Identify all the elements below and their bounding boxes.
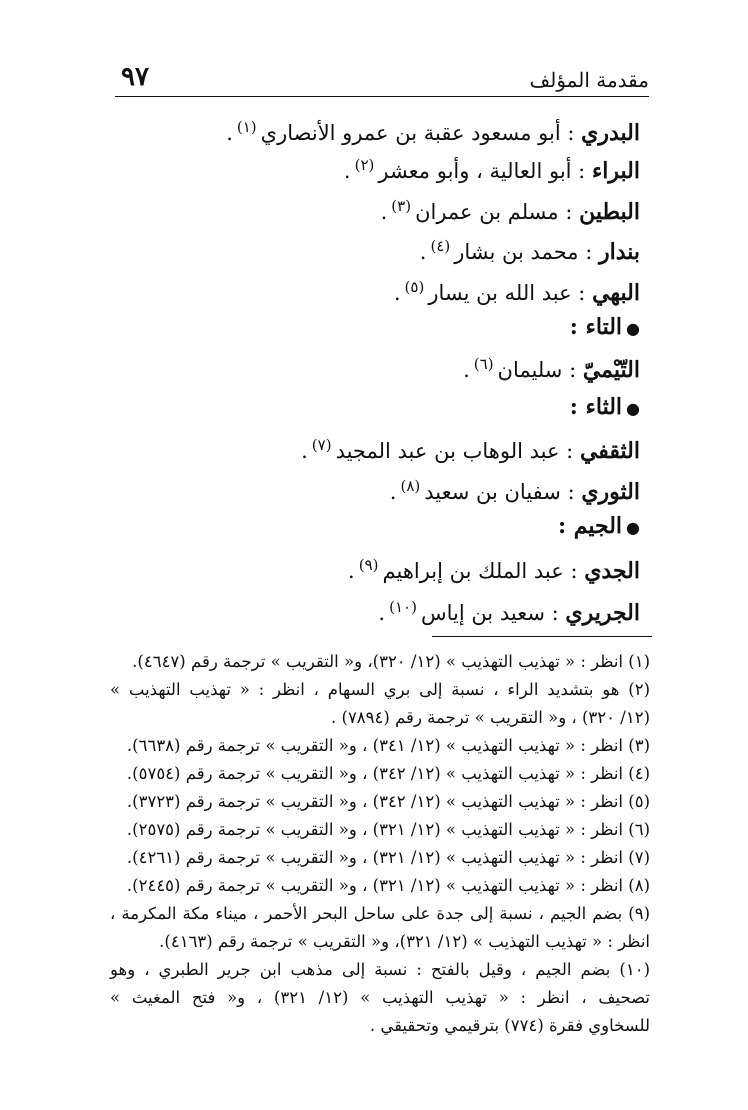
entry-separator: : <box>559 439 580 463</box>
entry-term: التّيْميّ <box>582 357 640 383</box>
entry-period: . <box>378 601 386 625</box>
entry-text: أبو مسعود عقبة بن عمرو الأنصاري <box>260 121 561 145</box>
entry-separator: : <box>571 281 593 305</box>
entry-period: . <box>343 159 351 183</box>
entry-text: عبد الوهاب بن عبد المجيد <box>335 439 560 463</box>
section-colon: : <box>569 394 578 420</box>
footnote-line: (٦) انظر : « تهذيب التهذيب » (١٢/ ٣٢١) ، و« التقريب » ترجمة رقم (٢٥٧٥). <box>126 820 650 839</box>
entry-separator: : <box>563 559 585 583</box>
footnote-line: (٧) انظر : « تهذيب التهذيب » (١٢/ ٣٢١) ، و« التقريب » ترجمة رقم (٤٢٦١). <box>126 848 650 867</box>
entry-term: الجريري <box>565 600 640 626</box>
entry-separator: : <box>558 200 580 224</box>
footnote-line: (٥) انظر : « تهذيب التهذيب » (١٢/ ٣٤٢) ، و« التقريب » ترجمة رقم (٣٧٢٣). <box>126 792 650 811</box>
entry-term: الجدي <box>584 558 640 584</box>
section-title: الثاء <box>585 394 623 420</box>
entry-separator: : <box>562 358 583 382</box>
footnote-line: (١) انظر : « تهذيب التهذيب » (١٢/ ٣٢٠)، و« التقريب » ترجمة رقم (٤٦٤٧). <box>132 652 650 671</box>
footnote-line: انظر : « تهذيب التهذيب » (١٢/ ٣٢١)، و« التقريب » ترجمة رقم (٤١٦٣). <box>159 932 650 951</box>
footnote-ref: (٦) <box>473 355 494 373</box>
entry-term: البدري <box>581 120 640 146</box>
footnote-ref: (٧) <box>311 436 332 454</box>
entry-text: سعيد بن إياس <box>420 601 545 625</box>
entry-term: البطين <box>579 199 640 225</box>
footnote-ref: (١٠) <box>389 598 417 616</box>
entry-period: . <box>348 559 355 583</box>
section-title: التاء <box>585 314 623 340</box>
footnote-ref: (٣) <box>391 197 412 215</box>
entry-separator: : <box>560 480 582 504</box>
footnote-ref: (٥) <box>404 278 425 296</box>
entry-separator: : <box>571 159 592 183</box>
entry-period: . <box>393 281 401 305</box>
footnote-line: للسخاوي فقرة (٧٧٤) بترقيمي وتحقيقي . <box>369 1016 650 1035</box>
footnote-line: (٨) انظر : « تهذيب التهذيب » (١٢/ ٣٢١) ، و« التقريب » ترجمة رقم (٢٤٤٥). <box>126 876 650 895</box>
entry-text: عبد الله بن يسار <box>428 281 572 305</box>
entry-separator: : <box>544 601 566 625</box>
footnote-ref: (٨) <box>400 477 421 495</box>
footnote-line: (٣) انظر : « تهذيب التهذيب » (١٢/ ٣٤١) ، و« التقريب » ترجمة رقم (٦٦٣٨). <box>126 736 650 755</box>
entry-term: البهي <box>592 280 640 306</box>
entry-separator: : <box>578 240 599 264</box>
entry-term: الثقفي <box>579 438 640 464</box>
running-title: مقدمة المؤلف <box>529 68 649 92</box>
entry-separator: : <box>560 121 582 145</box>
footnote-ref: (٩) <box>358 556 379 574</box>
entry-period: . <box>419 240 427 264</box>
bullet-icon: ● <box>626 399 640 418</box>
footnote-line: (١٢/ ٣٢٠) ، و« التقريب » ترجمة رقم (٧٨٩٤) . <box>331 708 650 727</box>
entry-text: عبد الملك بن إبراهيم <box>382 559 564 583</box>
entry-text: سفيان بن سعيد <box>424 480 561 504</box>
section-title: الجيم <box>573 513 623 539</box>
footnote-line: (٢) هو بتشديد الراء ، نسبة إلى بري السهام ، انظر : « تهذيب التهذيب » <box>110 680 650 699</box>
entry-text: أبو العالية ، وأبو معشر <box>378 159 572 183</box>
bullet-icon: ● <box>626 319 640 338</box>
section-colon: : <box>569 314 578 340</box>
entry-period: . <box>463 358 470 382</box>
footnote-line: (١٠) بضم الجيم ، وقيل بالفتح : نسبة إلى مذهب ابن جرير الطبري ، وهو <box>110 960 650 979</box>
section-colon: : <box>557 513 567 539</box>
entry-period: . <box>226 121 233 145</box>
entry-term: البراء <box>591 158 640 184</box>
footnote-ref: (١) <box>236 118 257 136</box>
entry-text: محمد بن بشار <box>454 240 579 264</box>
entry-term: الثوري <box>581 479 640 505</box>
footnote-ref: (٢) <box>354 156 375 174</box>
footnote-line: تصحيف ، انظر : « تهذيب التهذيب » (١٢/ ٣٢١) ، و« فتح المغيث » <box>110 988 650 1007</box>
entry-period: . <box>301 439 308 463</box>
entry-period: . <box>380 200 388 224</box>
footnote-line: (٩) بضم الجيم ، نسبة إلى جدة على ساحل البحر الأحمر ، ميناء مكة المكرمة ، <box>110 904 650 923</box>
entry-text: سليمان <box>497 358 563 382</box>
footnote-ref: (٤) <box>430 237 451 255</box>
page-number: ٩٧ <box>121 62 149 92</box>
entry-term: بندار <box>598 239 640 265</box>
entry-text: مسلم بن عمران <box>415 200 559 224</box>
footnote-line: (٤) انظر : « تهذيب التهذيب » (١٢/ ٣٤٢) ، و« التقريب » ترجمة رقم (٥٧٥٤). <box>126 764 650 783</box>
entry-period: . <box>389 480 397 504</box>
bullet-icon: ● <box>626 518 640 537</box>
